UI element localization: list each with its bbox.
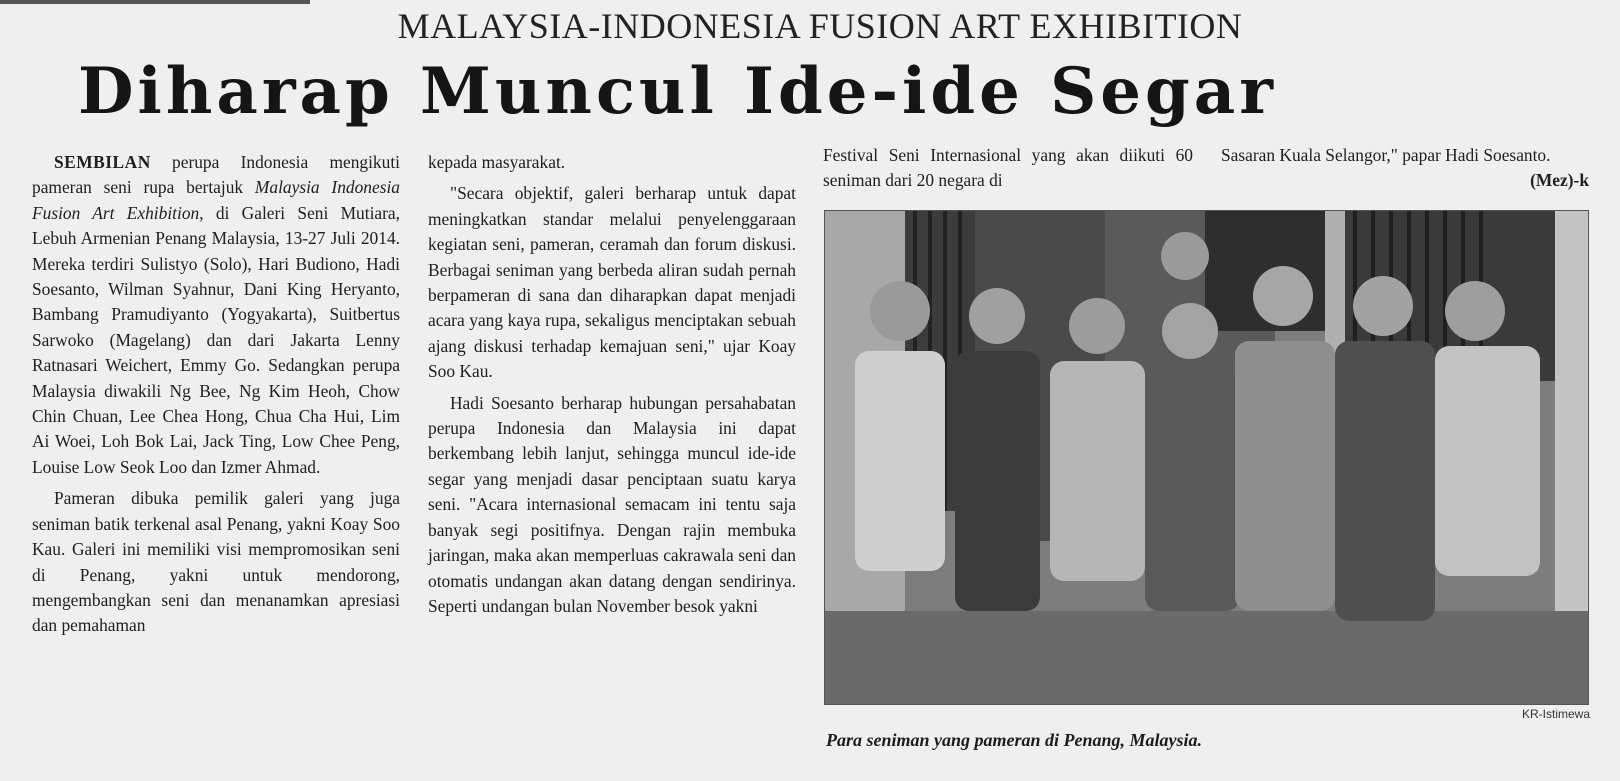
byline: (Mez)-k: [1530, 170, 1589, 191]
article-column-2: [428, 150, 796, 619]
paragraph: Sasaran Kuala Selangor," papar Hadi Soesanto.: [1221, 145, 1551, 165]
paragraph: Hadi Soesanto berharap hubungan persahabatan perupa Indonesia dan Malaysia ini dapat berkembang lebih lanjut, sehingga muncul ide-ide segar yang menjadi dasar penciptaan suatu karya seni. "Acara internasional semacam ini tentu saja banyak segi positifnya. Dengan rajin membuka jaringan, maka akan memperluas cakrawala seni dan otomatis undangan akan datang dengan sendirinya. Seperti undangan bulan November besok yakni: [428, 392, 796, 616]
kicker: MALAYSIA-INDONESIA FUSION ART EXHIBITION: [397, 6, 1243, 46]
article-column-4: [1221, 143, 1589, 194]
article-column-1: [32, 150, 400, 639]
group-photo: [824, 210, 1589, 705]
exhibition-title: Malaysia Indonesia Fusion Art Exhibition: [32, 177, 400, 223]
paragraph-text: perupa Indonesia mengikuti pameran seni rupa bertajuk: [32, 152, 400, 198]
photo-credit: KR-Istimewa: [1521, 707, 1590, 721]
paragraph: Pameran dibuka pemilik galeri yang juga seniman batik terkenal asal Penang, yakni Koay Soo Kau. Galeri ini memiliki visi mempromosikan seni di Penang, yakni untuk mendorong, mengembangkan seni dan menanamkan apresiasi dan pemahaman: [32, 488, 400, 636]
article-column-3: [823, 143, 1193, 194]
photo-illustration: [825, 211, 1588, 704]
headline: Diharap Muncul Ide-ide Segar: [78, 54, 1277, 129]
paragraph-text: , di Galeri Seni Mutiara, Lebuh Armenian Penang Malaysia, 13-27 Juli 2014. Mereka terdiri Sulistyo (Solo), Hari Budiono, Hadi Soesanto, Wilman Syahnur, Dani King Heryanto, Bambang Pramudiyanto (Yogyakarta), Suitbertus Sarwoko (Magelang) dan dari Jakarta Lenny Ratnasari Weichert, Emmy Go. Sedangkan perupa Malaysia diwakili Ng Bee, Ng Kim Heoh, Chow Chin Chuan, Lee Chea Hong, Chua Cha Hui, Lim Ai Woei, Loh Bok Lai, Jack Ting, Low Chee Peng, Louise Low Seok Loo dan Izmer Ahmad.: [32, 202, 400, 477]
paragraph: kepada masyarakat.: [428, 152, 566, 172]
paragraph: "Secara objektif, galeri berharap untuk dapat meningkatkan standar melalui penyelenggaraan kegiatan seni, pameran, ceramah dan forum diskusi. Berbagai seniman yang berbeda aliran sudah pernah berpameran di sana dan diharapkan dapat menjadi acara yang kaya rupa, sekaligus menciptakan sebuah ajang diskusi terhadap kemajuan seni," ujar Koay Soo Kau.: [428, 183, 796, 382]
photo-caption: Para seniman yang pameran di Penang, Malaysia.: [826, 730, 1203, 750]
lead-word: SEMBILAN: [54, 152, 151, 172]
paragraph: Festival Seni Internasional yang akan diikuti 60 seniman dari 20 negara di: [823, 145, 1193, 191]
paragraph: [32, 150, 400, 480]
